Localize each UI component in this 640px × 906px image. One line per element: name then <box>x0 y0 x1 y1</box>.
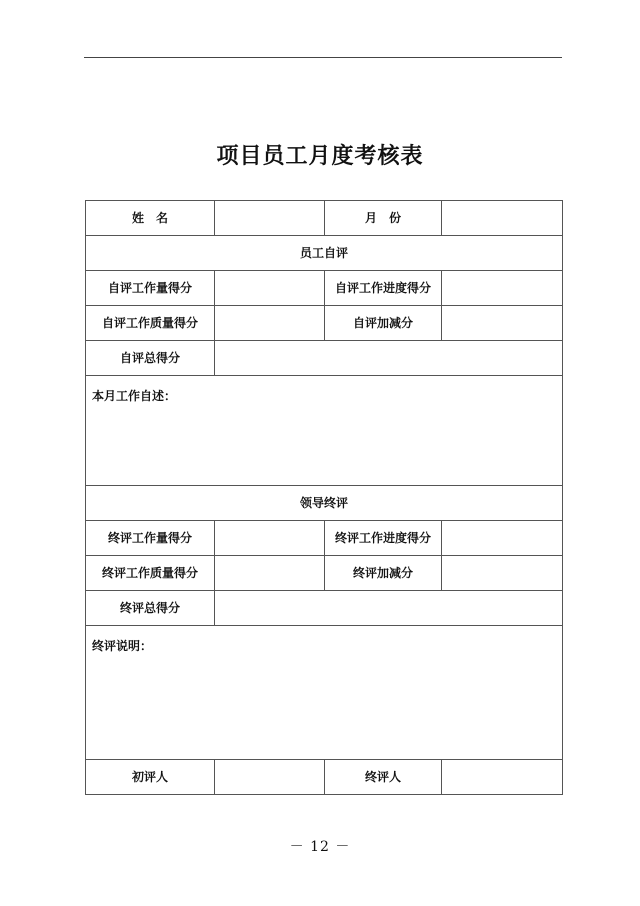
signoff-row <box>86 760 563 795</box>
page-title: 项目员工月度考核表 <box>216 143 424 169</box>
leader-eval-row-1 <box>86 521 563 556</box>
final-explanation-area[interactable] <box>86 626 563 760</box>
final-quality-label: 终评工作质量得分 <box>86 556 215 591</box>
self-workload-field[interactable] <box>215 271 325 306</box>
final-reviewer-label: 终评人 <box>325 760 442 795</box>
self-eval-row-2 <box>86 306 563 341</box>
month-field[interactable] <box>442 201 563 236</box>
self-progress-field[interactable] <box>442 271 563 306</box>
self-statement-row <box>86 376 563 486</box>
final-bonus-field[interactable] <box>442 556 563 591</box>
self-statement-label: 本月工作自述： <box>92 389 177 403</box>
self-workload-label: 自评工作量得分 <box>86 271 215 306</box>
final-quality-field[interactable] <box>215 556 325 591</box>
final-workload-field[interactable] <box>215 521 325 556</box>
header-rule <box>84 57 562 58</box>
self-progress-label: 自评工作进度得分 <box>325 271 442 306</box>
self-total-field[interactable] <box>215 341 563 376</box>
final-total-row <box>86 591 563 626</box>
header-row <box>86 201 563 236</box>
self-quality-field[interactable] <box>215 306 325 341</box>
leader-eval-row-2 <box>86 556 563 591</box>
name-field[interactable] <box>215 201 325 236</box>
final-explanation-row <box>86 626 563 760</box>
final-total-field[interactable] <box>215 591 563 626</box>
leader-eval-section-row <box>86 486 563 521</box>
self-total-label: 自评总得分 <box>86 341 215 376</box>
self-bonus-field[interactable] <box>442 306 563 341</box>
self-bonus-label: 自评加减分 <box>325 306 442 341</box>
initial-reviewer-label: 初评人 <box>86 760 215 795</box>
self-eval-section-title: 员工自评 <box>86 236 563 271</box>
self-total-row <box>86 341 563 376</box>
month-label: 月 份 <box>325 201 442 236</box>
final-reviewer-field[interactable] <box>442 760 563 795</box>
final-bonus-label: 终评加减分 <box>325 556 442 591</box>
final-workload-label: 终评工作量得分 <box>86 521 215 556</box>
self-eval-section-row <box>86 236 563 271</box>
self-quality-label: 自评工作质量得分 <box>86 306 215 341</box>
final-progress-label: 终评工作进度得分 <box>325 521 442 556</box>
final-progress-field[interactable] <box>442 521 563 556</box>
final-total-label: 终评总得分 <box>86 591 215 626</box>
assessment-form-table <box>85 200 563 795</box>
self-eval-row-1 <box>86 271 563 306</box>
self-statement-area[interactable] <box>86 376 563 486</box>
page-number: － 12 － <box>289 839 351 855</box>
leader-eval-section-title: 领导终评 <box>86 486 563 521</box>
name-label: 姓 名 <box>86 201 215 236</box>
initial-reviewer-field[interactable] <box>215 760 325 795</box>
final-explanation-label: 终评说明： <box>92 639 153 653</box>
